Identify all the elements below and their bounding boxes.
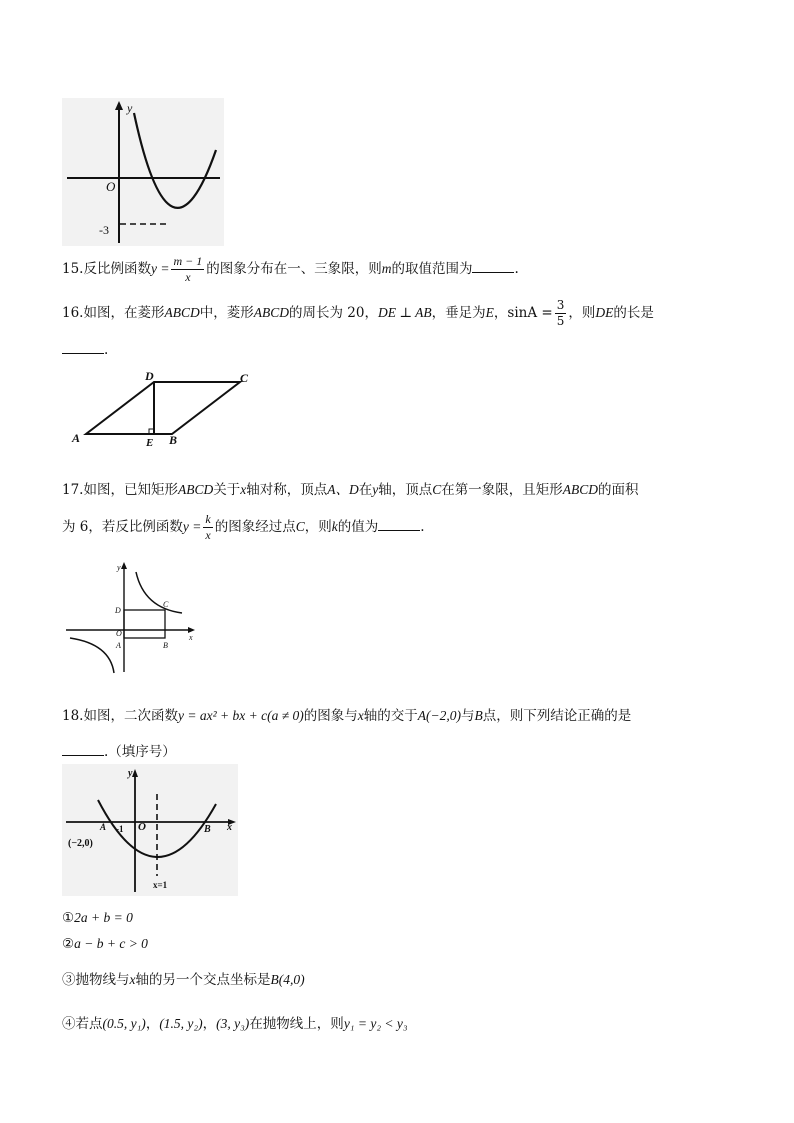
q16-fraction: $\frac{3}{5}$ xyxy=(556,298,565,328)
answer-blank-17[interactable] xyxy=(378,517,420,531)
q15-text: 15.反比例函数 xyxy=(62,261,151,277)
label-minus1: -1 xyxy=(116,824,124,834)
rhombus xyxy=(86,382,240,434)
answer-blank-18[interactable] xyxy=(62,742,104,756)
label-a: A xyxy=(100,822,107,832)
question-16-line2: . xyxy=(62,340,108,358)
hyperbola-branch-1 xyxy=(136,572,182,613)
question-18: 18.如图，二次函数y = ax² + bx + c(a ≠ 0)的图象与x轴的交于A(−2,0)与B点，则下列结论正确的是 xyxy=(62,708,632,724)
origin-label: O xyxy=(116,629,122,638)
figure-17 xyxy=(62,558,198,676)
label-d: D xyxy=(115,606,121,615)
label-e: E xyxy=(146,437,154,448)
option-1: ①2a + b = 0 xyxy=(62,910,133,926)
option-4: ④若点(0.5, y₁)，(1.5, y₂)，(3, y₃)在抛物线上，则y₁ = y₂ < y₃ xyxy=(62,1016,408,1032)
question-17: 17.如图，已知矩形ABCD关于x轴对称，顶点A、D在y轴，顶点C在第一象限，且矩形ABCD的面积 xyxy=(62,482,639,498)
question-16: 16.如图，在菱形ABCD中，菱形ABCD的周长为 20，DE ⊥ AB，垂足为E，sinA = $\frac{3}{5}$ ，则DE的长是 xyxy=(62,298,654,328)
axis-label: x=1 xyxy=(153,880,168,890)
origin-label: O xyxy=(106,179,116,194)
rectangle-abcd xyxy=(124,610,165,638)
question-17-line2: 为 6，若反比例函数y = $\frac{k}{x}$ 的图象经过点C，则k的值为 . xyxy=(62,512,425,542)
origin-label: O xyxy=(138,821,146,833)
hyperbola-branch-3 xyxy=(70,638,114,673)
option-3: ③抛物线与x轴的另一个交点坐标是B(4,0) xyxy=(62,972,305,988)
label-b: B xyxy=(163,641,168,650)
figure-18 xyxy=(62,764,238,896)
y-label: y xyxy=(127,101,133,115)
option-2: ②a − b + c > 0 xyxy=(62,936,148,952)
figure-14 xyxy=(62,98,224,246)
label-d: D xyxy=(145,369,154,383)
minus3-label: -3 xyxy=(99,223,109,237)
parabola xyxy=(134,113,216,208)
q17-fraction: $\frac{k}{x}$ xyxy=(205,512,211,542)
label-b: B xyxy=(169,433,178,447)
answer-blank-16[interactable] xyxy=(62,340,104,354)
y-arrow-icon xyxy=(115,101,123,110)
y-label: y xyxy=(128,768,133,779)
q15-fraction: $\frac{m - 1}{x}$ xyxy=(173,254,203,284)
label-b: B xyxy=(204,824,211,835)
y-arrow-icon xyxy=(121,562,127,569)
q15-y: y = xyxy=(150,261,170,276)
figure-16 xyxy=(62,364,262,448)
label-c: C xyxy=(240,371,249,385)
label-a: A xyxy=(72,431,81,445)
question-18-line2: .（填序号） xyxy=(62,740,176,760)
question-15: 15.反比例函数y = $\frac{m - 1}{x}$ 的图象分布在一、三象限，则m的取值范围为 . xyxy=(62,254,519,284)
y-arrow-icon xyxy=(132,769,138,777)
x-label: x xyxy=(227,822,232,833)
x-label: x xyxy=(189,633,193,642)
answer-blank-15[interactable] xyxy=(472,259,514,273)
label-a: A xyxy=(116,641,121,650)
label-c: C xyxy=(163,600,169,609)
point-a-coords: (−2,0) xyxy=(68,838,93,849)
y-label: y xyxy=(117,563,121,572)
